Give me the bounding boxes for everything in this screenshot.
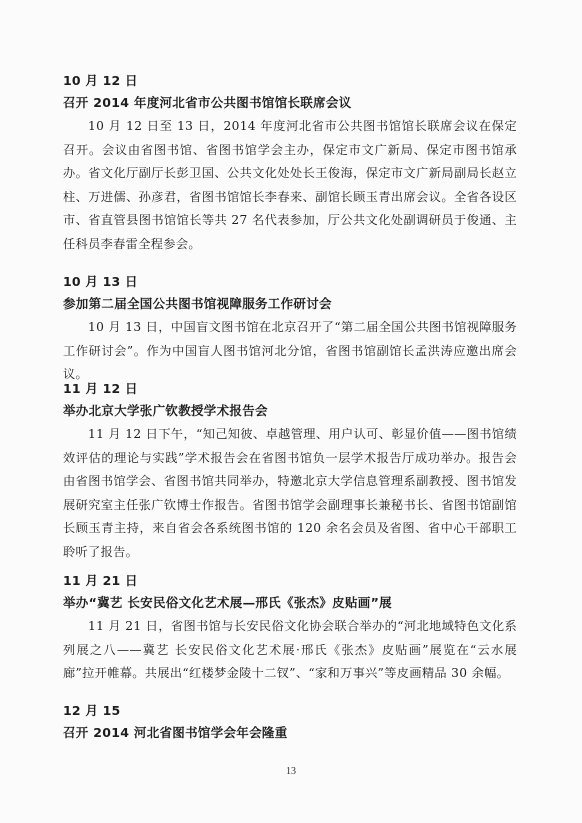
entry-date: 11 月 21 日: [63, 573, 138, 588]
entry-body: 11 月 21 日，省图书馆与长安民俗文化协会联合举办的“河北地域特色文化系列展之八——冀艺 长安民俗文化艺术展·邢氏《张杰》皮贴画”展览在“云水展廊”拉开帷幕。共展出“红楼梦金陵十二钗”、“家和万事兴”等皮画精品 30 余幅。: [63, 619, 517, 680]
entry-body: 10 月 13 日，中国盲文图书馆在北京召开了“第二届全国公共图书馆视障服务工作研讨会”。作为中国盲人图书馆河北分馆，省图书馆副馆长孟洪涛应邀出席会议。: [63, 320, 517, 381]
entry-title: 举办北京大学张广钦教授学术报告会: [63, 403, 268, 418]
entry-body: 11 月 12 日下午，“知己知彼、卓越管理、用户认可、彰显价值——图书馆绩效评估的理论与实践”学术报告会在省图书馆负一层学术报告厅成功举办。报告会由省图书馆学会、省图书馆共同举办，特邀北京大学信息管理系副教授、图书馆发展研究室主任张广钦博士作报告。省图书馆学会副理事长兼秘书长、省图书馆副馆长顾玉青主持，来自省会各系统图书馆的 120 余名会员及省图、省中心干部职工聆听了报告。: [63, 427, 517, 559]
entry-body: 10 月 12 日至 13 日，2014 年度河北省市公共图书馆馆长联席会议在保定召开。会议由省图书馆、省图书馆学会主办，保定市文广新局、保定市图书馆承办。省文化厅副厅长彭卫国、公共文化处处长王俊海，保定市文广新局副局长赵立柱、万进儒、孙彦君，省图书馆馆长李春来、副馆长顾玉青出席会议。全省各设区市、省直管县图书馆馆长等共 27 名代表参加，厅公共文化处副调研员于俊通、主任科员李春雷全程参会。: [63, 119, 517, 251]
entry-date: 12 月 15: [63, 703, 121, 718]
entry-date: 11 月 12 日: [63, 381, 138, 396]
entry-title: 召开 2014 河北省图书馆学会年会隆重: [63, 725, 288, 740]
entry-title: 召开 2014 年度河北省市公共图书馆馆长联席会议: [63, 95, 352, 110]
entry-date: 10 月 13 日: [63, 274, 138, 289]
entry-dec-15: [63, 702, 517, 745]
page-number: 13: [286, 766, 296, 777]
entry-nov-21: [63, 572, 517, 686]
entry-date: 10 月 12 日: [63, 73, 138, 88]
entry-title: 举办“冀艺 长安民俗文化艺术展—邢氏《张杰》皮贴画”展: [63, 595, 392, 610]
entry-nov-12: [63, 380, 517, 564]
entry-oct-13: [63, 273, 517, 387]
entry-title: 参加第二届全国公共图书馆视障服务工作研讨会: [63, 296, 332, 311]
entry-oct-12: [63, 72, 517, 256]
